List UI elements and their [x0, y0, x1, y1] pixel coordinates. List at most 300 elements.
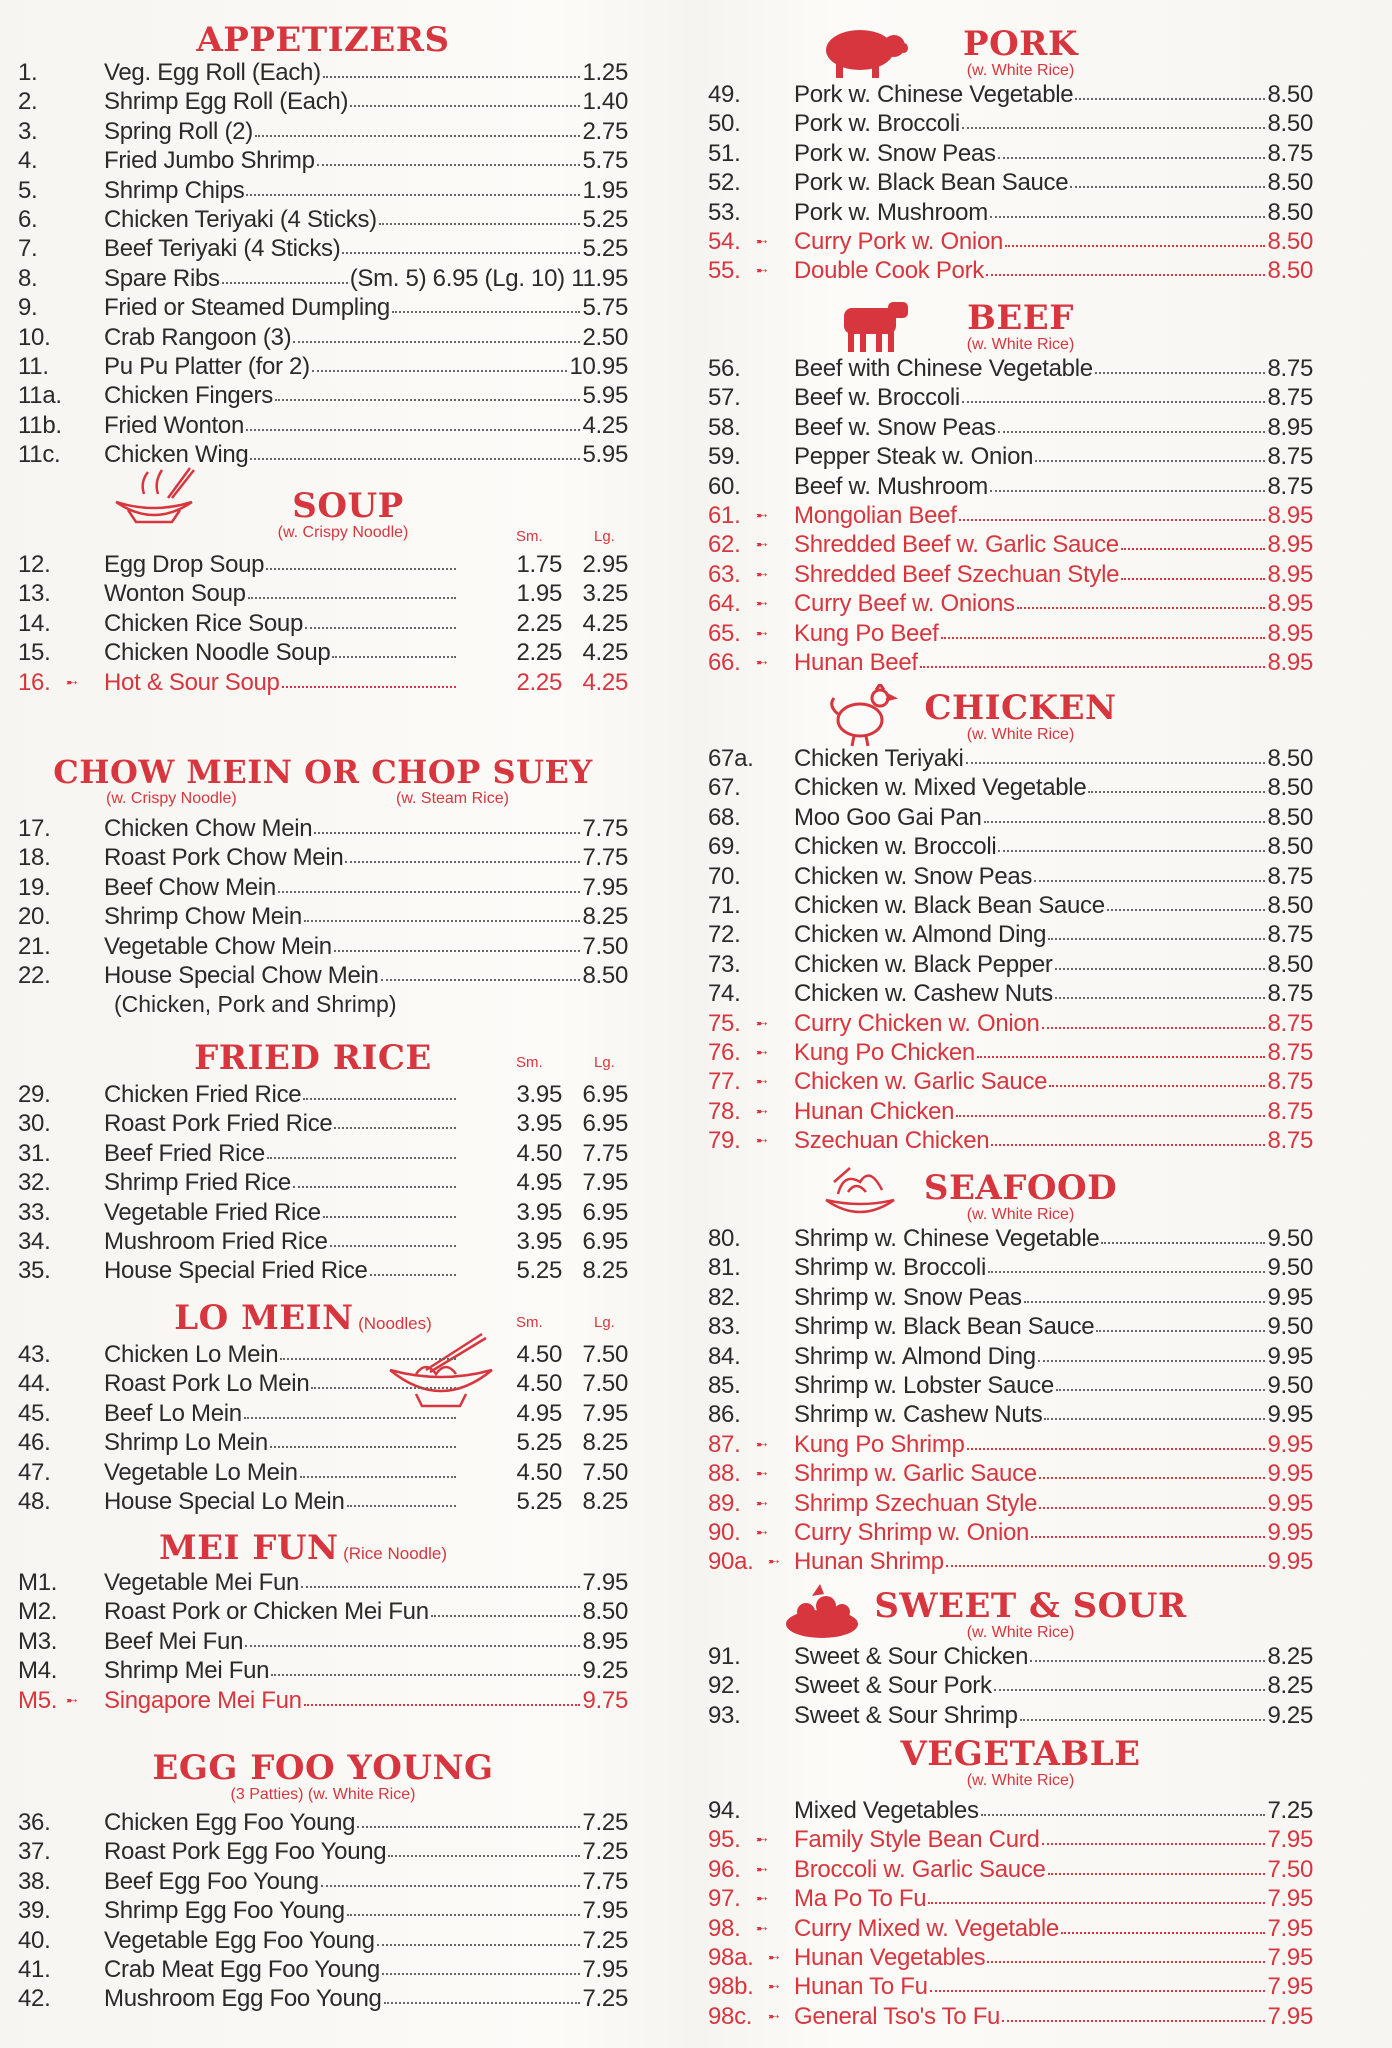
menu-item-row — [708, 1796, 1313, 1825]
dot-leader — [1048, 1873, 1265, 1875]
item-name: Chicken Egg Foo Young — [104, 1809, 356, 1836]
item-price-small: 2.25 — [516, 609, 562, 637]
dot-leader — [962, 401, 1265, 403]
menu-item-row — [708, 589, 1313, 618]
item-number: 34. — [18, 1227, 51, 1255]
item-number: 72. — [708, 921, 741, 949]
item-price: 7.75 — [582, 844, 628, 872]
sweet-sour-heading — [708, 1588, 1313, 1624]
item-name: Kung Po Beef — [794, 619, 939, 647]
item-price: 8.50 — [1267, 803, 1313, 831]
seafood-items — [708, 1224, 1313, 1577]
item-price: 8.75 — [1267, 384, 1313, 412]
menu-item-row — [708, 1342, 1313, 1371]
item-price: 2.50 — [582, 323, 628, 351]
item-number: 52. — [708, 169, 741, 197]
menu-item-row — [18, 1168, 628, 1197]
dot-leader — [267, 1157, 456, 1159]
dot-leader — [1002, 2020, 1265, 2022]
item-price: 7.95 — [582, 1897, 628, 1925]
item-name: Hot & Sour Soup — [104, 668, 280, 696]
menu-item-row — [18, 579, 628, 608]
menu-item-row — [708, 1009, 1313, 1038]
fried-rice-sm-header: Sm. — [516, 1054, 543, 1071]
dot-leader — [323, 76, 580, 78]
spicy-icon: ➸ — [756, 1860, 768, 1877]
item-number: 16. — [18, 668, 51, 696]
item-number: M2. — [18, 1598, 58, 1626]
chow-mein-sub-left: (w. Crispy Noodle) — [106, 790, 237, 807]
item-price: 7.95 — [1267, 1914, 1313, 1942]
item-name: Beef Teriyaki (4 Sticks) — [104, 235, 341, 263]
item-price: 8.50 — [1267, 745, 1313, 772]
item-name: Kung Po Chicken — [794, 1038, 975, 1066]
item-price: 2.75 — [582, 117, 628, 145]
menu-item-row — [708, 920, 1313, 949]
dot-leader — [271, 1674, 580, 1676]
item-price: 8.75 — [1267, 980, 1313, 1008]
beef-section — [708, 300, 1313, 677]
dot-leader — [1121, 578, 1265, 580]
item-number: 46. — [18, 1429, 51, 1457]
item-number: 69. — [708, 833, 741, 861]
menu-item-row — [18, 1867, 628, 1896]
item-name: Shrimp w. Almond Ding — [794, 1342, 1036, 1370]
dot-leader — [278, 891, 580, 893]
mei-fun-title-note: (Rice Noodle) — [343, 1544, 448, 1563]
item-name: Crab Rangoon (3) — [104, 323, 292, 351]
item-name: Sweet & Sour Pork — [794, 1672, 992, 1700]
dot-leader — [280, 1358, 456, 1360]
item-name: Moo Goo Gai Pan — [794, 803, 982, 831]
dot-leader — [293, 341, 580, 343]
item-number: 29. — [18, 1081, 51, 1108]
item-price: 7.95 — [582, 1569, 628, 1596]
menu-item-row — [708, 1067, 1313, 1096]
item-number: 37. — [18, 1838, 51, 1866]
item-name: Mushroom Fried Rice — [104, 1227, 328, 1255]
dot-leader — [304, 1704, 580, 1706]
dot-leader — [332, 656, 456, 658]
item-price-large: 8.25 — [582, 1429, 628, 1457]
menu-item-row — [708, 560, 1313, 589]
item-number: 14. — [18, 609, 51, 637]
dot-leader — [930, 1990, 1265, 1992]
item-price: 8.50 — [582, 1598, 628, 1626]
item-price: 9.95 — [1267, 1430, 1313, 1458]
soup-lg-header: Lg. — [594, 528, 615, 545]
menu-item-row — [18, 117, 628, 146]
item-number: 55. — [708, 257, 741, 285]
item-number: 84. — [708, 1342, 741, 1370]
lo-mein-lg-header: Lg. — [594, 1314, 615, 1331]
item-number: 93. — [708, 1701, 741, 1729]
item-number: 95. — [708, 1826, 741, 1854]
spicy-icon: ➸ — [756, 595, 768, 612]
item-number: 58. — [708, 413, 741, 441]
menu-item-row — [708, 1097, 1313, 1126]
dot-leader — [998, 431, 1265, 433]
dot-leader — [304, 920, 580, 922]
item-name: Beef Egg Foo Young — [104, 1867, 319, 1895]
item-name: Shrimp w. Broccoli — [794, 1254, 986, 1282]
item-number: 11c. — [18, 441, 61, 469]
dot-leader — [941, 637, 1265, 639]
item-number: 97. — [708, 1885, 741, 1913]
item-name: Spring Roll (2) — [104, 117, 253, 145]
dot-leader — [1017, 607, 1265, 609]
mei-fun-title: MEI FUN — [158, 1528, 339, 1568]
item-name: Egg Drop Soup — [104, 551, 265, 578]
menu-item-row — [708, 530, 1313, 559]
menu-item-row — [708, 168, 1313, 197]
dot-leader — [987, 1961, 1265, 1963]
item-name: Ma Po To Fu — [794, 1885, 927, 1913]
item-price: 7.50 — [1267, 1855, 1313, 1883]
menu-item-row — [18, 1369, 628, 1398]
item-name: Shrimp w. Lobster Sauce — [794, 1371, 1054, 1399]
item-price-large: 6.95 — [582, 1198, 628, 1226]
menu-item-row — [18, 205, 628, 234]
item-price: 9.95 — [1267, 1548, 1313, 1576]
soup-items — [18, 550, 628, 697]
item-price-large: 7.75 — [582, 1139, 628, 1167]
item-price: 10.95 — [569, 352, 628, 380]
spicy-icon: ➸ — [756, 1014, 768, 1031]
mei-fun-items — [18, 1568, 628, 1715]
item-name: Chicken Chow Mein — [104, 815, 313, 842]
item-name: Crab Meat Egg Foo Young — [104, 1955, 380, 1983]
item-name: Pork w. Chinese Vegetable — [794, 81, 1074, 108]
dot-leader — [1039, 1477, 1265, 1479]
beef-title: BEEF — [967, 298, 1074, 338]
item-price-small: 3.95 — [516, 1198, 562, 1226]
dot-leader — [1075, 98, 1265, 100]
beef-items — [708, 354, 1313, 677]
sweet-sour-section — [708, 1588, 1313, 1730]
dot-leader — [1048, 938, 1265, 940]
item-price: 9.95 — [1267, 1401, 1313, 1429]
item-price: 8.95 — [1267, 619, 1313, 647]
menu-item-row — [708, 256, 1313, 285]
item-number: 3. — [18, 117, 38, 145]
item-price: 7.95 — [1267, 1943, 1313, 1971]
item-price: 7.95 — [1267, 1826, 1313, 1854]
item-number: 38. — [18, 1867, 51, 1895]
item-price: 8.75 — [1267, 862, 1313, 890]
item-name: Hunan Chicken — [794, 1097, 955, 1125]
item-price: 8.50 — [1267, 198, 1313, 226]
item-name: Sweet & Sour Shrimp — [794, 1701, 1018, 1729]
menu-item-row — [708, 1671, 1313, 1700]
item-number: 11a. — [18, 382, 62, 410]
sweet-sour-title: SWEET & SOUR — [874, 1586, 1187, 1626]
menu-item-row — [18, 87, 628, 116]
fried-rice-title: FRIED RICE — [194, 1038, 432, 1078]
item-name: Vegetable Egg Foo Young — [104, 1926, 375, 1954]
menu-item-row — [18, 58, 628, 87]
menu-item-row — [708, 1253, 1313, 1282]
item-name: Roast Pork Lo Mein — [104, 1370, 310, 1398]
item-name: Beef w. Mushroom — [794, 472, 988, 500]
item-name: Shrimp w. Cashew Nuts — [794, 1401, 1043, 1429]
item-price-small: 2.25 — [516, 639, 562, 667]
item-name: Pork w. Black Bean Sauce — [794, 169, 1069, 197]
vegetable-heading — [708, 1736, 1313, 1772]
item-price-large: 4.25 — [582, 668, 628, 696]
item-price: 8.25 — [582, 903, 628, 931]
item-price: 8.50 — [582, 961, 628, 989]
menu-item-row — [708, 1518, 1313, 1547]
menu-item-row — [18, 1458, 628, 1487]
dot-leader — [379, 223, 580, 225]
item-number: 11b. — [18, 411, 62, 439]
item-price-large: 8.25 — [582, 1487, 628, 1515]
dot-leader — [1107, 909, 1265, 911]
item-price: 9.95 — [1267, 1460, 1313, 1488]
item-price: 8.50 — [1267, 891, 1313, 919]
chicken-subtitle: (w. White Rice) — [966, 726, 1075, 743]
spicy-icon: ➸ — [756, 1102, 768, 1119]
soup-sm-header: Sm. — [516, 528, 543, 545]
item-number: 65. — [708, 619, 741, 647]
dot-leader — [323, 1216, 456, 1218]
item-number: 45. — [18, 1399, 51, 1427]
menu-item-row — [18, 146, 628, 175]
item-price: 9.25 — [1267, 1701, 1313, 1729]
menu-item-row — [708, 383, 1313, 412]
dot-leader — [392, 311, 580, 313]
chow-mein-heading — [18, 754, 628, 790]
item-name: Shrimp Chips — [104, 176, 245, 204]
dot-leader — [990, 216, 1265, 218]
sweet-sour-subtitle: (w. White Rice) — [966, 1624, 1075, 1641]
dot-leader — [959, 519, 1265, 521]
menu-item-row — [708, 862, 1313, 891]
item-name: Mongolian Beef — [794, 501, 957, 529]
item-number: 94. — [708, 1797, 741, 1824]
dot-leader — [300, 1476, 456, 1478]
item-number: 92. — [708, 1672, 741, 1700]
menu-item-row — [18, 411, 628, 440]
item-price: 5.95 — [582, 441, 628, 469]
vegetable-title: VEGETABLE — [900, 1734, 1141, 1774]
menu-item-row — [708, 1943, 1313, 1972]
dot-leader — [282, 686, 456, 688]
dot-leader — [962, 127, 1265, 129]
item-number: 79. — [708, 1127, 741, 1155]
menu-item-row — [18, 902, 628, 931]
item-name: Fried Wonton — [104, 411, 245, 439]
item-price: 8.95 — [1267, 590, 1313, 618]
menu-item-row — [708, 1701, 1313, 1730]
item-price: 8.50 — [1267, 81, 1313, 108]
item-name: Fried or Steamed Dumpling — [104, 294, 390, 322]
spicy-icon: ➸ — [756, 1919, 768, 1936]
menu-item-row — [708, 139, 1313, 168]
item-price: 7.25 — [582, 1985, 628, 2013]
item-name: Hunan Shrimp — [794, 1548, 944, 1576]
dot-leader — [388, 1855, 580, 1857]
menu-item-row — [18, 1627, 628, 1656]
item-price: 9.50 — [1267, 1313, 1313, 1341]
item-number: 51. — [708, 139, 741, 167]
item-number: 61. — [708, 501, 741, 529]
dot-leader — [334, 1127, 456, 1129]
dot-leader — [275, 399, 580, 401]
dot-leader — [246, 429, 580, 431]
item-price-small: 3.95 — [516, 1110, 562, 1138]
dot-leader — [248, 597, 456, 599]
item-number: 22. — [18, 961, 51, 989]
item-number: 8. — [18, 264, 38, 292]
item-number: 1. — [18, 59, 38, 86]
dot-leader — [244, 1417, 456, 1419]
spicy-icon: ➸ — [756, 506, 768, 523]
spicy-icon: ➸ — [756, 565, 768, 582]
item-price: 8.95 — [582, 1627, 628, 1655]
dot-leader — [347, 1505, 456, 1507]
item-name: Broccoli w. Garlic Sauce — [794, 1855, 1046, 1883]
menu-item-row — [18, 814, 628, 843]
item-price: 7.75 — [582, 815, 628, 842]
item-number: 98. — [708, 1914, 741, 1942]
chicken-heading — [708, 690, 1313, 726]
dot-leader — [1044, 1418, 1265, 1420]
item-price-small: 3.95 — [516, 1227, 562, 1255]
item-price-large: 4.25 — [582, 639, 628, 667]
dot-leader — [301, 1586, 580, 1588]
menu-item-row — [708, 1825, 1313, 1854]
item-name: Chicken w. Cashew Nuts — [794, 980, 1053, 1008]
lo-mein-items — [18, 1340, 628, 1516]
item-price-small: 4.50 — [516, 1370, 562, 1398]
chow-mein-title: CHOW MEIN OR CHOP SUEY — [53, 753, 593, 791]
item-name: Shrimp Lo Mein — [104, 1429, 268, 1457]
item-price: 7.25 — [582, 1809, 628, 1836]
menu-item-row — [18, 1399, 628, 1428]
sweet-sour-items — [708, 1642, 1313, 1730]
item-number: 98b. — [708, 1973, 754, 2001]
item-price: 8.75 — [1267, 1127, 1313, 1155]
item-number: 73. — [708, 950, 741, 978]
item-name: Beef Mei Fun — [104, 1627, 244, 1655]
dot-leader — [370, 1274, 456, 1276]
item-number: 75. — [708, 1009, 741, 1037]
dot-leader — [1088, 791, 1265, 793]
dot-leader — [920, 666, 1265, 668]
item-name: Vegetable Mei Fun — [104, 1569, 300, 1596]
item-number: 71. — [708, 891, 741, 919]
spicy-icon: ➸ — [756, 653, 768, 670]
egg-foo-young-heading — [18, 1750, 628, 1786]
item-name: Curry Pork w. Onion — [794, 227, 1004, 255]
item-number: 85. — [708, 1371, 741, 1399]
dot-leader — [998, 850, 1265, 852]
soup-section — [18, 488, 628, 697]
item-price-large: 6.95 — [582, 1081, 628, 1108]
item-name: Spare Ribs — [104, 264, 220, 292]
appetizers-heading — [18, 22, 628, 58]
lo-mein-section — [18, 1300, 628, 1516]
menu-item-row — [708, 1972, 1313, 2001]
item-name: Roast Pork or Chicken Mei Fun — [104, 1598, 429, 1626]
item-price: 8.50 — [1267, 833, 1313, 861]
item-price-small: 4.95 — [516, 1169, 562, 1197]
item-number: 96. — [708, 1855, 741, 1883]
item-name: Shrimp Fried Rice — [104, 1169, 291, 1197]
item-name: Singapore Mei Fun — [104, 1686, 302, 1714]
item-name: Chicken w. Black Pepper — [794, 950, 1053, 978]
dot-leader — [928, 1902, 1265, 1904]
item-price: 7.95 — [1267, 2002, 1313, 2030]
item-number: 81. — [708, 1254, 741, 1282]
item-price: 7.95 — [1267, 1973, 1313, 2001]
item-name: Family Style Bean Curd — [794, 1826, 1040, 1854]
seafood-subtitle: (w. White Rice) — [966, 1206, 1075, 1223]
item-number: 41. — [18, 1955, 51, 1983]
chicken-title: CHICKEN — [924, 688, 1117, 728]
menu-item-row — [708, 1884, 1313, 1913]
item-price: 9.95 — [1267, 1489, 1313, 1517]
dot-leader — [981, 1814, 1265, 1816]
item-number: 67a. — [708, 745, 754, 772]
item-price: 1.25 — [582, 59, 628, 86]
dot-leader — [293, 1186, 456, 1188]
item-name: Chicken Fingers — [104, 382, 273, 410]
item-price: 9.95 — [1267, 1283, 1313, 1311]
menu-item-row — [708, 1430, 1313, 1459]
menu-item-row — [708, 501, 1313, 530]
item-number: 67. — [708, 774, 741, 802]
item-number: 48. — [18, 1487, 51, 1515]
item-price: 5.25 — [582, 205, 628, 233]
item-price-small: 1.95 — [516, 580, 562, 608]
dot-leader — [988, 1271, 1265, 1273]
item-price: (Sm. 5) 6.95 (Lg. 10) 11.95 — [349, 264, 628, 292]
item-price: 7.25 — [1267, 1797, 1313, 1824]
dot-leader — [966, 762, 1265, 764]
item-name: Chicken Rice Soup — [104, 609, 304, 637]
menu-item-row — [18, 843, 628, 872]
menu-item-row — [708, 648, 1313, 677]
dot-leader — [321, 1885, 580, 1887]
item-price-small: 5.25 — [516, 1429, 562, 1457]
menu-item-row — [18, 1984, 628, 2013]
menu-item-row — [708, 1855, 1313, 1884]
dot-leader — [350, 105, 580, 107]
item-name: Sweet & Sour Chicken — [794, 1643, 1029, 1670]
menu-item-row — [708, 1400, 1313, 1429]
item-name: General Tso's To Fu — [794, 2002, 1001, 2030]
seafood-heading — [708, 1170, 1313, 1206]
item-number: 56. — [708, 355, 741, 382]
chow-mein-subtitles — [18, 790, 628, 808]
menu-item-row — [708, 1547, 1313, 1576]
item-price: 9.25 — [582, 1657, 628, 1685]
item-number: 40. — [18, 1926, 51, 1954]
dot-leader — [431, 1615, 580, 1617]
chicken-section — [708, 690, 1313, 1155]
item-name: House Special Fried Rice — [104, 1257, 368, 1285]
item-number: 20. — [18, 903, 51, 931]
mei-fun-heading — [18, 1530, 628, 1566]
menu-item-row — [18, 932, 628, 961]
item-name: Shrimp w. Snow Peas — [794, 1283, 1022, 1311]
lo-mein-title-note: (Noodles) — [358, 1314, 432, 1333]
item-number: M5. — [18, 1686, 58, 1714]
item-number: 63. — [708, 560, 741, 588]
